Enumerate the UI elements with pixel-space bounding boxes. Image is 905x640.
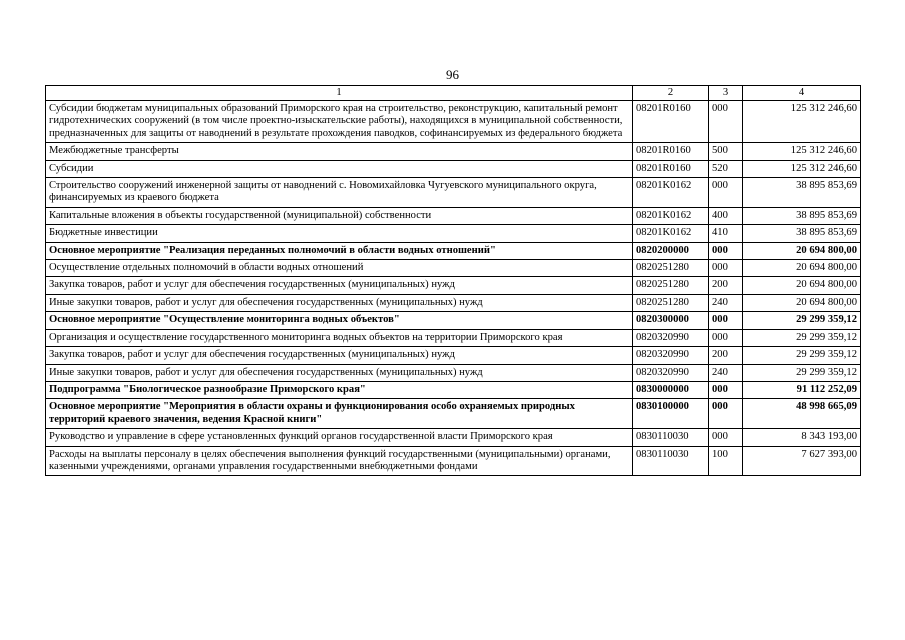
row-description: Закупка товаров, работ и услуг для обеспечения государственных (муниципальных) нужд bbox=[46, 347, 633, 364]
table-row bbox=[46, 143, 861, 160]
row-description: Бюджетные инвестиции bbox=[46, 225, 633, 242]
table-row bbox=[46, 294, 861, 311]
row-description: Капитальные вложения в объекты государственной (муниципальной) собственности bbox=[46, 207, 633, 224]
table-row bbox=[46, 242, 861, 259]
row-description: Строительство сооружений инженерной защиты от наводнений с. Новомихайловка Чугуевского муниципального округа, финансируемых из краевого бюджета bbox=[46, 178, 633, 208]
row-expense-type: 200 bbox=[709, 347, 743, 364]
row-expense-type: 000 bbox=[709, 312, 743, 329]
row-expense-type: 000 bbox=[709, 178, 743, 208]
row-target-code: 0820251280 bbox=[633, 277, 709, 294]
row-amount: 38 895 853,69 bbox=[743, 178, 861, 208]
row-target-code: 08201R0160 bbox=[633, 160, 709, 177]
row-expense-type: 100 bbox=[709, 446, 743, 476]
row-description: Основное мероприятие "Осуществление мониторинга водных объектов" bbox=[46, 312, 633, 329]
row-description: Иные закупки товаров, работ и услуг для обеспечения государственных (муниципальных) нужд bbox=[46, 364, 633, 381]
row-amount: 38 895 853,69 bbox=[743, 207, 861, 224]
row-target-code: 0820251280 bbox=[633, 260, 709, 277]
row-target-code: 0830000000 bbox=[633, 381, 709, 398]
row-target-code: 0820300000 bbox=[633, 312, 709, 329]
page-number: 96 bbox=[446, 67, 459, 82]
row-description: Расходы на выплаты персоналу в целях обеспечения выполнения функций государственными (муниципальными) органами, казенными учреждениями, органами управления государственными внебюджетными фондами bbox=[46, 446, 633, 476]
table-header-row bbox=[46, 86, 861, 101]
table-row bbox=[46, 277, 861, 294]
row-expense-type: 000 bbox=[709, 260, 743, 277]
header-col-2: 2 bbox=[633, 86, 709, 101]
row-description: Подпрограмма "Биологическое разнообразие Приморского края" bbox=[46, 381, 633, 398]
table-row bbox=[46, 347, 861, 364]
budget-table bbox=[45, 85, 861, 476]
row-description: Иные закупки товаров, работ и услуг для обеспечения государственных (муниципальных) нужд bbox=[46, 294, 633, 311]
row-target-code: 0830100000 bbox=[633, 399, 709, 429]
row-description: Основное мероприятие "Мероприятия в области охраны и функционирования особо охраняемых природных территорий краевого значения, ведения Красной книги" bbox=[46, 399, 633, 429]
row-expense-type: 000 bbox=[709, 429, 743, 446]
row-expense-type: 000 bbox=[709, 242, 743, 259]
row-expense-type: 240 bbox=[709, 364, 743, 381]
table-row bbox=[46, 160, 861, 177]
row-description: Осуществление отдельных полномочий в области водных отношений bbox=[46, 260, 633, 277]
table-row bbox=[46, 446, 861, 476]
row-amount: 7 627 393,00 bbox=[743, 446, 861, 476]
row-description: Субсидии бюджетам муниципальных образований Приморского края на строительство, реконструкцию, капитальный ремонт гидротехнических сооружений (в том числе проектно-изыскательские работы), находящихся в муниципальной собственности, предназначенных для защиты от наводнений в результате прохождения паводков, софинансируемых из федерального бюджета bbox=[46, 101, 633, 143]
row-expense-type: 200 bbox=[709, 277, 743, 294]
row-target-code: 0830110030 bbox=[633, 429, 709, 446]
row-description: Руководство и управление в сфере установленных функций органов государственной власти Приморского края bbox=[46, 429, 633, 446]
row-expense-type: 400 bbox=[709, 207, 743, 224]
row-amount: 8 343 193,00 bbox=[743, 429, 861, 446]
row-description: Закупка товаров, работ и услуг для обеспечения государственных (муниципальных) нужд bbox=[46, 277, 633, 294]
row-expense-type: 000 bbox=[709, 399, 743, 429]
row-target-code: 08201K0162 bbox=[633, 225, 709, 242]
row-target-code: 0820200000 bbox=[633, 242, 709, 259]
row-description: Организация и осуществление государственного мониторинга водных объектов на территории Приморского края bbox=[46, 329, 633, 346]
row-expense-type: 000 bbox=[709, 381, 743, 398]
row-amount: 20 694 800,00 bbox=[743, 260, 861, 277]
row-description: Межбюджетные трансферты bbox=[46, 143, 633, 160]
row-amount: 125 312 246,60 bbox=[743, 101, 861, 143]
table-row bbox=[46, 178, 861, 208]
row-amount: 29 299 359,12 bbox=[743, 364, 861, 381]
row-amount: 20 694 800,00 bbox=[743, 242, 861, 259]
row-amount: 20 694 800,00 bbox=[743, 277, 861, 294]
row-amount: 29 299 359,12 bbox=[743, 312, 861, 329]
row-expense-type: 000 bbox=[709, 329, 743, 346]
row-expense-type: 500 bbox=[709, 143, 743, 160]
row-amount: 38 895 853,69 bbox=[743, 225, 861, 242]
table-row bbox=[46, 207, 861, 224]
row-amount: 48 998 665,09 bbox=[743, 399, 861, 429]
header-col-4: 4 bbox=[743, 86, 861, 101]
row-expense-type: 410 bbox=[709, 225, 743, 242]
row-target-code: 0820320990 bbox=[633, 364, 709, 381]
table-row bbox=[46, 381, 861, 398]
row-target-code: 08201K0162 bbox=[633, 207, 709, 224]
row-target-code: 0830110030 bbox=[633, 446, 709, 476]
row-expense-type: 240 bbox=[709, 294, 743, 311]
header-col-1: 1 bbox=[46, 86, 633, 101]
table-row bbox=[46, 312, 861, 329]
row-target-code: 08201K0162 bbox=[633, 178, 709, 208]
row-description: Субсидии bbox=[46, 160, 633, 177]
row-amount: 20 694 800,00 bbox=[743, 294, 861, 311]
row-target-code: 0820320990 bbox=[633, 347, 709, 364]
table-row bbox=[46, 329, 861, 346]
row-target-code: 08201R0160 bbox=[633, 143, 709, 160]
row-description: Основное мероприятие "Реализация переданных полномочий в области водных отношений" bbox=[46, 242, 633, 259]
row-amount: 29 299 359,12 bbox=[743, 329, 861, 346]
row-target-code: 0820251280 bbox=[633, 294, 709, 311]
table-row bbox=[46, 225, 861, 242]
row-target-code: 0820320990 bbox=[633, 329, 709, 346]
table-row bbox=[46, 364, 861, 381]
row-amount: 125 312 246,60 bbox=[743, 160, 861, 177]
row-expense-type: 520 bbox=[709, 160, 743, 177]
row-amount: 91 112 252,09 bbox=[743, 381, 861, 398]
row-amount: 29 299 359,12 bbox=[743, 347, 861, 364]
header-col-3: 3 bbox=[709, 86, 743, 101]
table-row bbox=[46, 429, 861, 446]
table-row bbox=[46, 260, 861, 277]
row-amount: 125 312 246,60 bbox=[743, 143, 861, 160]
table-row bbox=[46, 399, 861, 429]
table-row bbox=[46, 101, 861, 143]
row-target-code: 08201R0160 bbox=[633, 101, 709, 143]
row-expense-type: 000 bbox=[709, 101, 743, 143]
